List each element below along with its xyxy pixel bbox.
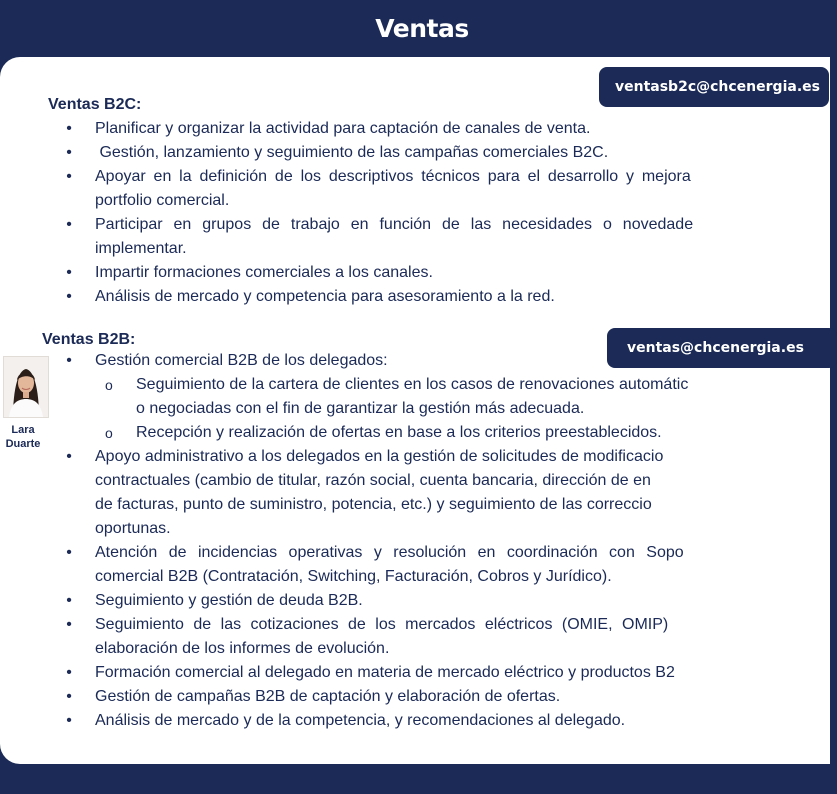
list-item-line: Participar en grupos de trabajo en función de las necesidades o novedade [95, 216, 694, 233]
list-item [60, 685, 688, 709]
list-item-line: Formación comercial al delegado en materia de mercado eléctrico y productos B2 [95, 664, 675, 681]
list-item-line: Apoyo administrativo a los delegados en la gestión de solicitudes de modificacio [95, 448, 664, 465]
list-item [60, 141, 693, 165]
list-item-line: de facturas, punto de suministro, potencia, etc.) y seguimiento de las correccio [95, 496, 652, 513]
bullet: • [66, 664, 72, 681]
list-item-line: Seguimiento de las cotizaciones de los mercados eléctricos (OMIE, OMIP) [95, 616, 669, 633]
b2b-heading-text: Ventas B2B [42, 331, 131, 348]
b2b-heading-colon: : [130, 331, 136, 348]
sub-bullet: o [105, 425, 113, 441]
b2c-heading-text: Ventas B2C [48, 96, 137, 113]
b2c-task-list [60, 117, 693, 309]
bullet: • [66, 592, 72, 609]
list-item [60, 165, 693, 213]
bullet: • [66, 120, 72, 137]
b2b-sub-list [95, 373, 688, 445]
bullet: • [66, 688, 72, 705]
list-item-line: Apoyar en la definición de los descriptivos técnicos para el desarrollo y mejora [95, 168, 691, 185]
bullet: • [66, 616, 72, 633]
bullet: • [66, 544, 72, 561]
list-item [60, 445, 688, 541]
bullet: • [66, 216, 72, 233]
list-item [60, 213, 693, 261]
list-item [60, 661, 688, 685]
list-item [60, 541, 688, 589]
list-item [60, 117, 693, 141]
list-item-line: Seguimiento y gestión de deuda B2B. [95, 592, 363, 609]
sub-list-item-line: Recepción y realización de ofertas en base a los criterios preestablecidos. [136, 424, 662, 441]
sub-list-item-line: Seguimiento de la cartera de clientes en los casos de renovaciones automátic [136, 376, 689, 393]
list-item-line: Planificar y organizar la actividad para captación de canales de venta. [95, 120, 591, 137]
sub-list-item-line: o negociadas con el fin de garantizar la gestión más adecuada. [136, 400, 585, 417]
bullet: • [66, 264, 72, 281]
b2b-task-list [60, 349, 688, 733]
bullet: • [66, 168, 72, 185]
bullet: • [66, 288, 72, 305]
contact-name [0, 423, 46, 451]
page-title: Ventas [375, 14, 469, 43]
sub-list-item [60, 373, 688, 421]
b2b-heading [42, 330, 135, 350]
list-item-line: Gestión comercial B2B de los delegados: [95, 352, 388, 369]
bullet: • [66, 712, 72, 729]
bullet: • [66, 448, 72, 465]
list-item-line: Análisis de mercado y competencia para asesoramiento a la red. [95, 288, 555, 305]
person-avatar-icon [4, 357, 48, 417]
b2b-email-badge[interactable]: ventas@chcenergia.es [607, 328, 837, 368]
contact-photo [3, 356, 49, 418]
list-item [60, 285, 693, 309]
bullet: • [66, 144, 72, 161]
list-item-line: comercial B2B (Contratación, Switching, Facturación, Cobros y Jurídico). [95, 568, 612, 585]
list-item [60, 709, 688, 733]
list-item-line: portfolio comercial. [95, 192, 230, 209]
list-item-line: Gestión, lanzamiento y seguimiento de las campañas comerciales B2C. [95, 144, 609, 161]
b2c-email-badge[interactable]: ventasb2c@chcenergia.es [599, 67, 829, 107]
list-item-line: Gestión de campañas B2B de captación y elaboración de ofertas. [95, 688, 561, 705]
bullet: • [66, 352, 72, 369]
list-item [60, 261, 693, 285]
list-item [60, 589, 688, 613]
list-item-line: oportunas. [95, 520, 171, 537]
list-item-line: elaboración de los informes de evolución. [95, 640, 390, 657]
contact-first-name: Lara [11, 424, 35, 436]
sub-list-item [60, 421, 688, 445]
list-item-line: Atención de incidencias operativas y resolución en coordinación con Sopo [95, 544, 684, 561]
content-panel [0, 57, 830, 764]
list-item [60, 349, 688, 445]
list-item-line: implementar. [95, 240, 187, 257]
list-item-line: Impartir formaciones comerciales a los canales. [95, 264, 433, 281]
b2c-heading [48, 95, 141, 115]
b2c-heading-colon: : [136, 96, 142, 113]
list-item-line: Análisis de mercado y de la competencia, y recomendaciones al delegado. [95, 712, 626, 729]
sub-bullet: o [105, 377, 113, 393]
list-item [60, 613, 688, 661]
contact-last-name: Duarte [5, 438, 41, 450]
list-item-line: contractuales (cambio de titular, razón social, cuenta bancaria, dirección de en [95, 472, 651, 489]
